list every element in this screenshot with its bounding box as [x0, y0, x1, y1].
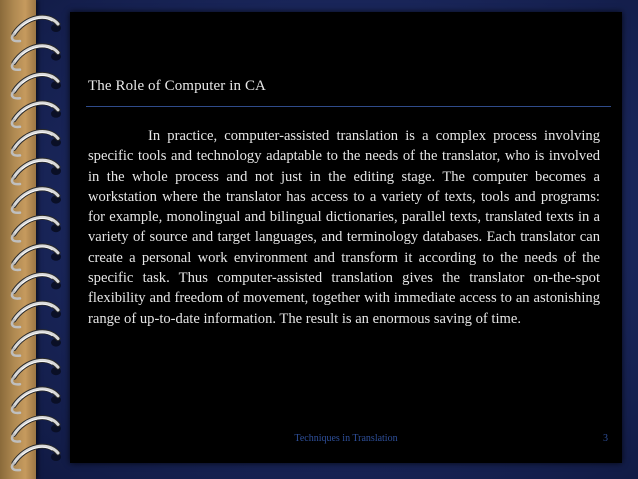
spiral-ring-icon	[12, 217, 61, 241]
spiral-binding-icon	[0, 0, 80, 479]
title-divider	[86, 106, 611, 107]
spiral-ring-icon	[12, 103, 61, 127]
slide-footer: Techniques in Translation	[294, 433, 398, 444]
spiral-ring-icon	[12, 160, 61, 184]
spiral-ring-icon	[12, 360, 61, 384]
spiral-ring-icon	[12, 74, 61, 98]
spiral-ring-icon	[12, 132, 61, 156]
spiral-ring-icon	[12, 46, 61, 70]
spiral-ring-icon	[12, 418, 61, 442]
spiral-ring-icon	[12, 332, 61, 356]
slide-content-panel	[70, 12, 622, 463]
spiral-ring-icon	[12, 389, 61, 413]
slide-page-number: 3	[603, 433, 608, 444]
spiral-ring-icon	[12, 303, 61, 327]
spiral-ring-icon	[12, 446, 61, 470]
spiral-ring-icon	[12, 275, 61, 299]
slide-body-text: In practice, computer-assisted translation is a complex process involving specific tools and technology adaptable to the needs of the translator, who is involved in the whole process and not just in the editing stage. The computer becomes a workstation where the translator has access to a variety of texts, tools and programs: for example, monolingual and bilingual dictionaries, parallel texts, translated texts in a variety of source and target languages, and terminology databases. Each translator can create a personal work environment and transform it according to the needs of the specific task. Thus computer-assisted translation gives the translator on-the-spot flexibility and freedom of movement, together with immediate access to an astonishing range of up-to-date information. The result is an enormous saving of time.	[88, 128, 600, 327]
spiral-ring-icon	[12, 246, 61, 270]
slide-title: The Role of Computer in CA	[88, 78, 266, 94]
spiral-ring-icon	[12, 17, 61, 41]
spiral-ring-icon	[12, 189, 61, 213]
